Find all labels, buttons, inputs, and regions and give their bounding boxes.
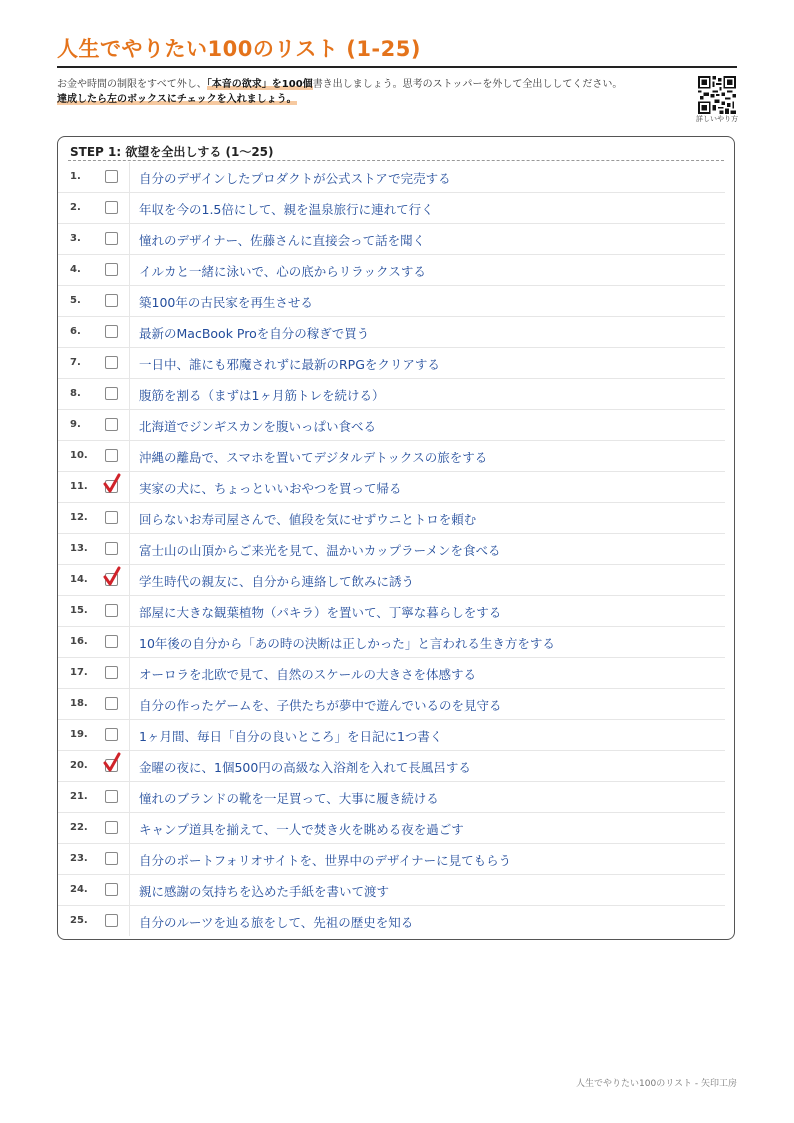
column-divider <box>129 534 130 564</box>
item-number: 5. <box>70 295 81 306</box>
column-divider <box>129 193 130 223</box>
item-checkbox[interactable] <box>105 821 118 834</box>
item-checkbox[interactable] <box>105 666 118 679</box>
item-checkbox[interactable] <box>105 542 118 555</box>
column-divider <box>129 782 130 812</box>
column-divider <box>129 596 130 626</box>
item-text: 自分の作ったゲームを、子供たちが夢中で遊んでいるのを見守る <box>139 698 502 713</box>
step-divider <box>68 160 724 161</box>
item-checkbox[interactable] <box>105 418 118 431</box>
column-divider <box>129 658 130 688</box>
item-number: 20. <box>70 760 88 771</box>
item-number: 6. <box>70 326 81 337</box>
column-divider <box>129 317 130 347</box>
item-checkbox[interactable] <box>105 201 118 214</box>
item-number: 17. <box>70 667 88 678</box>
item-checkbox[interactable] <box>105 914 118 927</box>
list-item <box>58 162 725 193</box>
list-item <box>58 503 725 534</box>
column-divider <box>129 441 130 471</box>
step-title: STEP 1: 欲望を全出しする (1〜25) <box>70 145 274 159</box>
checkmark-icon <box>103 473 121 493</box>
column-divider <box>129 255 130 285</box>
item-number: 14. <box>70 574 88 585</box>
item-number: 12. <box>70 512 88 523</box>
item-text: 憧れのデザイナー、佐藤さんに直接会って話を聞く <box>139 233 426 248</box>
item-checkbox[interactable] <box>105 294 118 307</box>
list-item <box>58 844 725 875</box>
column-divider <box>129 286 130 316</box>
qr-caption: 詳しいやり方 <box>696 115 738 123</box>
list-item <box>58 193 725 224</box>
item-number: 15. <box>70 605 88 616</box>
column-divider <box>129 906 130 936</box>
item-text: 北海道でジンギスカンを腹いっぱい食べる <box>139 419 376 434</box>
item-text: 自分のルーツを辿る旅をして、先祖の歴史を知る <box>139 915 414 930</box>
item-number: 1. <box>70 171 81 182</box>
list-item <box>58 286 725 317</box>
item-number: 9. <box>70 419 81 430</box>
item-text: 年収を今の1.5倍にして、親を温泉旅行に連れて行く <box>139 202 434 217</box>
item-text: 自分のデザインしたプロダクトが公式ストアで完売する <box>139 171 451 186</box>
column-divider <box>129 472 130 502</box>
item-checkbox[interactable] <box>105 697 118 710</box>
intro-text <box>57 77 627 107</box>
list-item <box>58 689 725 720</box>
item-checkbox[interactable] <box>105 387 118 400</box>
item-number: 10. <box>70 450 88 461</box>
item-checkbox[interactable] <box>105 635 118 648</box>
item-text: 1ヶ月間、毎日「自分の良いところ」を日記に1つ書く <box>139 729 443 744</box>
item-text: 実家の犬に、ちょっといいおやつを買って帰る <box>139 481 402 496</box>
column-divider <box>129 224 130 254</box>
list-item <box>58 565 725 596</box>
item-number: 11. <box>70 481 88 492</box>
item-text: キャンプ道具を揃えて、一人で焚き火を眺める夜を過ごす <box>139 822 464 837</box>
column-divider <box>129 348 130 378</box>
list-item <box>58 782 725 813</box>
item-number: 24. <box>70 884 88 895</box>
list-item <box>58 379 725 410</box>
column-divider <box>129 379 130 409</box>
step-1-panel <box>57 136 735 940</box>
item-checkbox[interactable] <box>105 790 118 803</box>
item-checkbox[interactable] <box>105 728 118 741</box>
list-item <box>58 813 725 844</box>
column-divider <box>129 565 130 595</box>
list-item <box>58 720 725 751</box>
list-item <box>58 472 725 503</box>
intro-part-2: 書き出しましょう。思考のストッパーを外して全出ししてください。 <box>312 79 623 90</box>
item-checkbox[interactable] <box>105 604 118 617</box>
item-number: 21. <box>70 791 88 802</box>
item-number: 7. <box>70 357 81 368</box>
item-checkbox[interactable] <box>105 852 118 865</box>
footer-text: 人生でやりたい100のリスト - 矢印工房 <box>576 1079 737 1089</box>
page-title: 人生でやりたい100のリスト (1-25) <box>57 37 421 61</box>
item-checkbox[interactable] <box>105 511 118 524</box>
list-item <box>58 627 725 658</box>
item-number: 4. <box>70 264 81 275</box>
item-text: 親に感謝の気持ちを込めた手紙を書いて渡す <box>139 884 390 899</box>
list-item <box>58 596 725 627</box>
checkmark-icon <box>103 752 121 772</box>
intro-highlight-2: 達成したら左のボックスにチェックを入れましょう。 <box>57 94 297 105</box>
list-item <box>58 317 725 348</box>
column-divider <box>129 844 130 874</box>
item-text: 自分のポートフォリオサイトを、世界中のデザイナーに見てもらう <box>139 853 512 868</box>
title-divider <box>57 66 737 68</box>
item-text: 腹筋を割る（まずは1ヶ月筋トレを続ける） <box>139 388 385 403</box>
item-text: イルカと一緒に泳いで、心の底からリラックスする <box>139 264 426 279</box>
list-item <box>58 255 725 286</box>
item-number: 3. <box>70 233 81 244</box>
intro-highlight-1: 「本音の欲求」を100個 <box>206 79 313 90</box>
column-divider <box>129 503 130 533</box>
column-divider <box>129 162 130 192</box>
list-item <box>58 875 725 906</box>
list-item <box>58 658 725 689</box>
item-text: 憧れのブランドの靴を一足買って、大事に履き続ける <box>139 791 439 806</box>
item-number: 2. <box>70 202 81 213</box>
item-checkbox[interactable] <box>105 883 118 896</box>
checkmark-icon <box>103 566 121 586</box>
item-text: 一日中、誰にも邪魔されずに最新のRPGをクリアする <box>139 357 440 372</box>
item-text: 学生時代の親友に、自分から連絡して飲みに誘う <box>139 574 415 589</box>
item-checkbox[interactable] <box>105 232 118 245</box>
item-number: 13. <box>70 543 88 554</box>
item-checkbox[interactable] <box>105 170 118 183</box>
item-text: 沖縄の離島で、スマホを置いてデジタルデトックスの旅をする <box>139 450 488 465</box>
item-text: 回らないお寿司屋さんで、値段を気にせずウニとトロを頼む <box>139 512 477 527</box>
item-checkbox[interactable] <box>105 356 118 369</box>
item-text: 富士山の山頂からご来光を見て、温かいカップラーメンを食べる <box>139 543 501 558</box>
column-divider <box>129 875 130 905</box>
intro-part-1: お金や時間の制限をすべて外し、 <box>57 79 207 90</box>
item-number: 19. <box>70 729 88 740</box>
list-item <box>58 441 725 472</box>
item-text: 10年後の自分から「あの時の決断は正しかった」と言われる生き方をする <box>139 636 555 651</box>
list-item <box>58 348 725 379</box>
column-divider <box>129 627 130 657</box>
list-item <box>58 534 725 565</box>
item-number: 25. <box>70 915 88 926</box>
item-number: 8. <box>70 388 81 399</box>
list-item <box>58 224 725 255</box>
item-text: オーロラを北欧で見て、自然のスケールの大きさを体感する <box>139 667 477 682</box>
item-number: 23. <box>70 853 88 864</box>
column-divider <box>129 689 130 719</box>
item-checkbox[interactable] <box>105 263 118 276</box>
column-divider <box>129 813 130 843</box>
item-number: 16. <box>70 636 88 647</box>
item-number: 18. <box>70 698 88 709</box>
item-text: 部屋に大きな観葉植物（パキラ）を置いて、丁寧な暮らしをする <box>139 605 502 620</box>
item-text: 金曜の夜に、1個500円の高級な入浴剤を入れて長風呂する <box>139 760 471 775</box>
item-text: 築100年の古民家を再生させる <box>139 295 313 310</box>
column-divider <box>129 751 130 781</box>
column-divider <box>129 410 130 440</box>
list-item <box>58 906 725 937</box>
qr-code-icon[interactable] <box>698 76 736 114</box>
item-text: 最新のMacBook Proを自分の稼ぎで買う <box>139 326 370 341</box>
item-checkbox[interactable] <box>105 325 118 338</box>
column-divider <box>129 720 130 750</box>
item-checkbox[interactable] <box>105 449 118 462</box>
list-item <box>58 751 725 782</box>
item-number: 22. <box>70 822 88 833</box>
list-item <box>58 410 725 441</box>
